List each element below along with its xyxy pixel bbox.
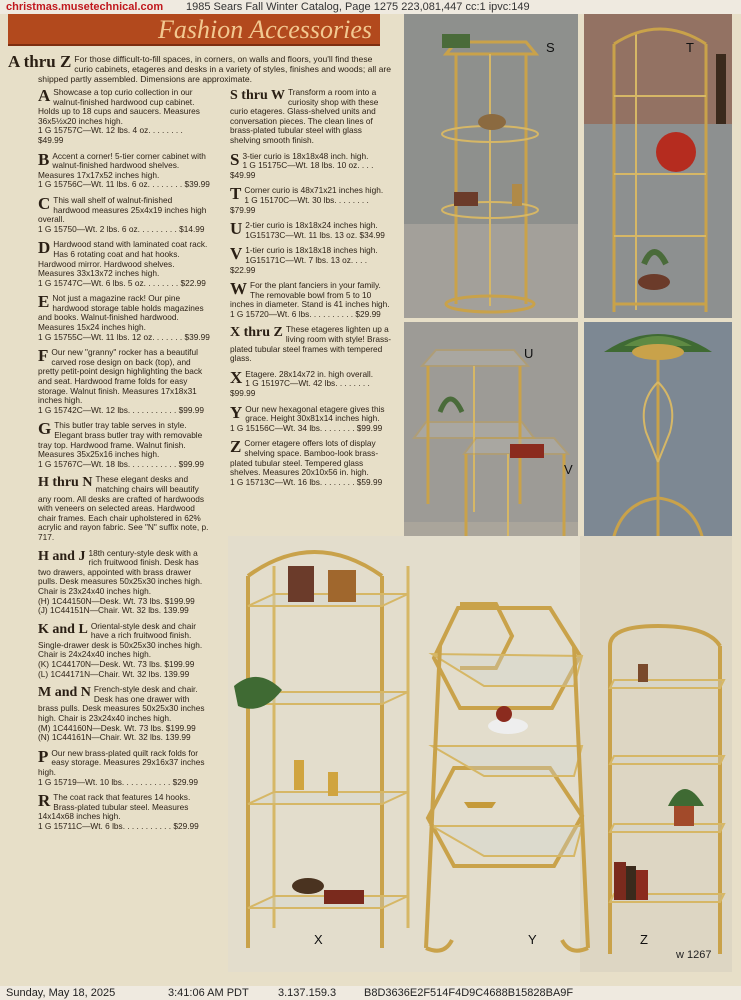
item-order-line: 1 G 15720—Wt. 6 lbs. . . . . . . . . . $29.99 bbox=[230, 308, 381, 319]
catalog-item bbox=[230, 88, 394, 146]
item-order-line: 1 G 15767C—Wt. 18 lbs. . . . . . . . . . . $99.99 bbox=[38, 458, 205, 469]
item-letter: S bbox=[230, 149, 240, 169]
bottom-info-bar bbox=[0, 986, 741, 1000]
item-order-line: 1 G 15175C—Wt. 18 lbs. 10 oz. . . . $49.99 bbox=[230, 160, 374, 180]
item-letter: E bbox=[38, 292, 50, 312]
section-banner bbox=[8, 14, 380, 46]
item-order-line: 1 G 15711C—Wt. 6 lbs. . . . . . . . . . . $29.99 bbox=[38, 820, 199, 831]
item-order-line: (M) 1C44160N—Desk. Wt. 73 lbs. $199.99 (N) 1C44161N—Chair. Wt. 32 lbs. 139.99 bbox=[38, 722, 196, 743]
item-description: French-style desk and chair. Desk has one drawer with brass pulls. Desk measures 50x25x30 inches high. Chair is 23x24x40 inches high. bbox=[38, 684, 205, 724]
photo-etageres-xyz bbox=[228, 536, 732, 972]
item-description: These etageres lighten up a living room with style! Brass-plated tubular steel frames with tempered glass. bbox=[230, 324, 392, 364]
item-letter: K and L bbox=[38, 621, 88, 637]
catalog-item bbox=[230, 221, 394, 240]
catalog-item bbox=[38, 622, 210, 680]
item-letter: Y bbox=[230, 402, 243, 422]
item-order-line: 1 G 15755C—Wt. 11 lbs. 12 oz. . . . . . . $39.99 bbox=[38, 331, 210, 342]
item-description: Corner etagere offers lots of display shelving space. Bamboo-look brass-plated tubular steel. Tempered glass shelves. Measures 20x10x56 in. high. bbox=[230, 438, 379, 478]
item-description: Corner curio is 48x71x21 inches high. bbox=[244, 185, 384, 196]
curio-t-illustration bbox=[584, 14, 732, 318]
item-order-line: 1 G 15197C—Wt. 42 lbs. . . . . . . . $99.99 bbox=[230, 378, 370, 399]
item-letter: V bbox=[230, 244, 243, 264]
item-letter: H thru N bbox=[38, 475, 93, 491]
photo-label-t: T bbox=[686, 40, 694, 55]
page-number: w 1267 bbox=[676, 949, 712, 961]
item-letter: A bbox=[38, 86, 51, 105]
photo-curio-t bbox=[584, 14, 732, 318]
item-order-line: 1 G 15747C—Wt. 6 lbs. 5 oz. . . . . . . . $22.99 bbox=[38, 277, 206, 288]
item-description: 18th century-style desk with a rich fruitwood finish. Desk has two drawers, appointed with brass drawer pulls. Desk measures 50x25x30 inches high. Chair is 23x24x40 inches high. bbox=[38, 547, 203, 596]
item-description: Transform a room into a curiosity shop with these curio etageres. Glass-shelved units and conversation pieces. The clean lines of brass-plated tubular steel with glass shelving smooth finish. bbox=[230, 87, 379, 145]
item-description: Our new brass-plated quilt rack folds for easy storage. Measures 29x16x37 inches high. bbox=[38, 747, 205, 777]
item-letter: S thru W bbox=[230, 88, 285, 103]
item-description: Accent a corner! 5-tier corner cabinet with walnut-finished hardwood shelves. Measures 17x17x52 inches high. bbox=[38, 150, 206, 180]
item-order-line: (H) 1C44150N—Desk. Wt. 73 lbs. $199.99 (J) 1C44151N—Chair. Wt. 32 lbs. 139.99 bbox=[38, 595, 195, 616]
catalog-item bbox=[38, 348, 210, 415]
photo-label-y: Y bbox=[528, 932, 537, 947]
item-order-line: (K) 1C44170N—Desk. Wt. 73 lbs. $199.99 (L) 1C44171N—Chair. Wt. 32 lbs. 139.99 bbox=[38, 659, 195, 679]
top-info-bar bbox=[0, 0, 741, 14]
catalog-item bbox=[230, 367, 394, 399]
catalog-item bbox=[230, 402, 394, 434]
catalog-item bbox=[38, 475, 210, 542]
item-letter: X thru Z bbox=[230, 325, 283, 341]
catalog-item bbox=[230, 325, 394, 363]
photo-label-v: V bbox=[564, 462, 573, 477]
item-description: Etagere. 28x14x72 in. high overall. bbox=[245, 368, 374, 379]
intro-body: For those difficult-to-fill spaces, in corners, on walls and floors, you'll find these curio cabinets, etageres and desks in a variety of styles, finishes and woods; all are shipped partly assembled. Dimensions are approximate. bbox=[38, 54, 392, 84]
item-description: Our new hexagonal etagere gives this grace. Height 30x81x14 inches high. bbox=[245, 403, 385, 424]
item-order-line: 1 G 15170C—Wt. 30 lbs. . . . . . . . $79.99 bbox=[230, 194, 369, 215]
item-order-line: 1 G 15756C—Wt. 11 lbs. 6 oz. . . . . . . . $39.99 bbox=[38, 179, 210, 190]
catalog-item bbox=[38, 193, 210, 234]
banner-title: Fashion Accessories bbox=[158, 15, 372, 44]
item-letter: H and J bbox=[38, 548, 86, 564]
item-letter: B bbox=[38, 149, 50, 169]
item-order-line: 1 G 15156C—Wt. 34 lbs. . . . . . . . $99.99 bbox=[230, 422, 383, 433]
item-order-line: 1 G 15750—Wt. 2 lbs. 6 oz. . . . . . . . . $14.99 bbox=[38, 223, 205, 234]
item-letter: R bbox=[38, 791, 51, 811]
footer-hash: B8D3636E2F514F4D9C4688B15828BA9F bbox=[364, 987, 574, 999]
catalog-item bbox=[38, 294, 210, 342]
item-letter: M and N bbox=[38, 685, 91, 701]
item-order-line: 1 G 15742C—Wt. 12 lbs. . . . . . . . . . . $99.99 bbox=[38, 404, 205, 415]
item-description: This wall shelf of walnut-finished hardwood measures 25x4x19 inches high overall. bbox=[38, 194, 207, 225]
item-description: Our new "granny" rocker has a beautiful carved rose design on back (top), and pretty petit-point design highlighting the back and seat. Hardwood frame folds for easy storage. Walnut finish. Measures 17x18x31 inches high. bbox=[38, 347, 203, 406]
item-description: Oriental-style desk and chair have a rich fruitwood finish. Single-drawer desk is 50x25x30 inches high. Chair is 24x24x40 inches high. bbox=[38, 620, 203, 660]
item-letter: C bbox=[38, 193, 51, 213]
site-link[interactable]: christmas.musetechnical.com bbox=[6, 1, 164, 13]
photo-label-x: X bbox=[314, 932, 323, 947]
right-text-column bbox=[230, 88, 394, 493]
item-order-line: 1 G 15757C—Wt. 12 lbs. 4 oz. . . . . . . . $49.99 bbox=[38, 125, 183, 145]
catalog-item bbox=[230, 186, 394, 215]
item-letter: D bbox=[38, 238, 51, 258]
catalog-meta: 1985 Sears Fall Winter Catalog, Page 1275 223,081,447 cc:1 ipvc:149 bbox=[186, 1, 530, 13]
item-order-line: 1 G 15719—Wt. 10 lbs. . . . . . . . . . . $29.99 bbox=[38, 776, 199, 787]
catalog-item bbox=[38, 149, 210, 190]
catalog-item bbox=[38, 793, 210, 831]
item-letter: U bbox=[230, 219, 243, 239]
item-description: 3-tier curio is 18x18x48 inch. high. bbox=[242, 150, 369, 161]
item-letter: F bbox=[38, 346, 49, 366]
photo-label-s: S bbox=[546, 40, 555, 55]
item-letter: W bbox=[230, 279, 247, 299]
item-description: This butler tray table serves in style. Elegant brass butler tray with removable tray top. Hardwood frame. Walnut finish. Measures 35x25x16 inches high. bbox=[38, 420, 203, 460]
item-description: 2-tier curio is 18x18x24 inches high. bbox=[245, 220, 378, 231]
item-order-line: 1G15173C—Wt. 11 lbs. 13 oz. $34.99 bbox=[245, 229, 385, 240]
curio-s-illustration bbox=[404, 14, 578, 318]
intro-letters: A thru Z bbox=[8, 52, 72, 71]
catalog-item bbox=[38, 746, 210, 787]
catalog-item bbox=[230, 246, 394, 275]
item-letter: Z bbox=[230, 437, 242, 457]
item-description: Showcase a top curio collection in our walnut-finished hardwood cup cabinet. Holds up to 18 cups and saucers. Measures 36x5½x20 inches high. bbox=[38, 87, 200, 126]
catalog-item bbox=[230, 149, 394, 181]
item-description: The coat rack that features 14 hooks. Brass-plated tubular steel. Measures 14x14x68 inches high. bbox=[38, 792, 191, 822]
catalog-item bbox=[38, 240, 210, 288]
catalog-item bbox=[38, 421, 210, 469]
item-letter: P bbox=[38, 746, 49, 766]
left-text-column bbox=[38, 88, 210, 838]
item-description: Hardwood stand with laminated coat rack. Has 6 rotating coat and hat hooks. Hardwood mirror. Hardwood shelves. Measures 33x13x72 inches high. bbox=[38, 239, 208, 279]
etageres-illustration bbox=[228, 536, 732, 972]
item-description: 1-tier curio is 18x18x18 inches high. bbox=[245, 245, 378, 256]
intro-text bbox=[8, 52, 392, 84]
photo-curio-s bbox=[404, 14, 578, 318]
catalog-item bbox=[230, 439, 394, 487]
item-order-line: 1G15171C—Wt. 7 lbs. 13 oz. . . . $22.99 bbox=[230, 254, 368, 275]
item-letter: T bbox=[230, 184, 242, 204]
catalog-item bbox=[38, 88, 210, 146]
item-letter: X bbox=[230, 367, 243, 387]
footer-date: Sunday, May 18, 2025 bbox=[6, 987, 116, 999]
photo-label-u: U bbox=[524, 346, 534, 361]
item-description: These elegant desks and matching chairs will beautify any room. All desks are crafted of hardwoods with veneers on selected areas. Hardwood chair frames. Each chair upholstered in 62% acrylic and rayon fabric. See "N" suffix note, p. 717. bbox=[38, 474, 209, 542]
footer-number: 3.137.159.3 bbox=[278, 987, 337, 999]
footer-time: 3:41:06 AM PDT bbox=[168, 987, 249, 999]
item-description: For the plant fanciers in your family. The removable bowl from 5 to 10 inches in diameter. Stand is 41 inches high. bbox=[230, 280, 390, 310]
catalog-item bbox=[38, 685, 210, 743]
item-order-line: 1 G 15713C—Wt. 16 lbs. . . . . . . . $59.99 bbox=[230, 476, 383, 487]
catalog-item bbox=[38, 549, 210, 616]
item-letter: G bbox=[38, 419, 52, 439]
photo-label-z: Z bbox=[640, 932, 648, 947]
item-description: Not just a magazine rack! Our pine hardwood storage table holds magazines and books. Walnut-finished hardwood. Measures 15x24 inches high. bbox=[38, 293, 204, 333]
catalog-item bbox=[230, 281, 394, 319]
